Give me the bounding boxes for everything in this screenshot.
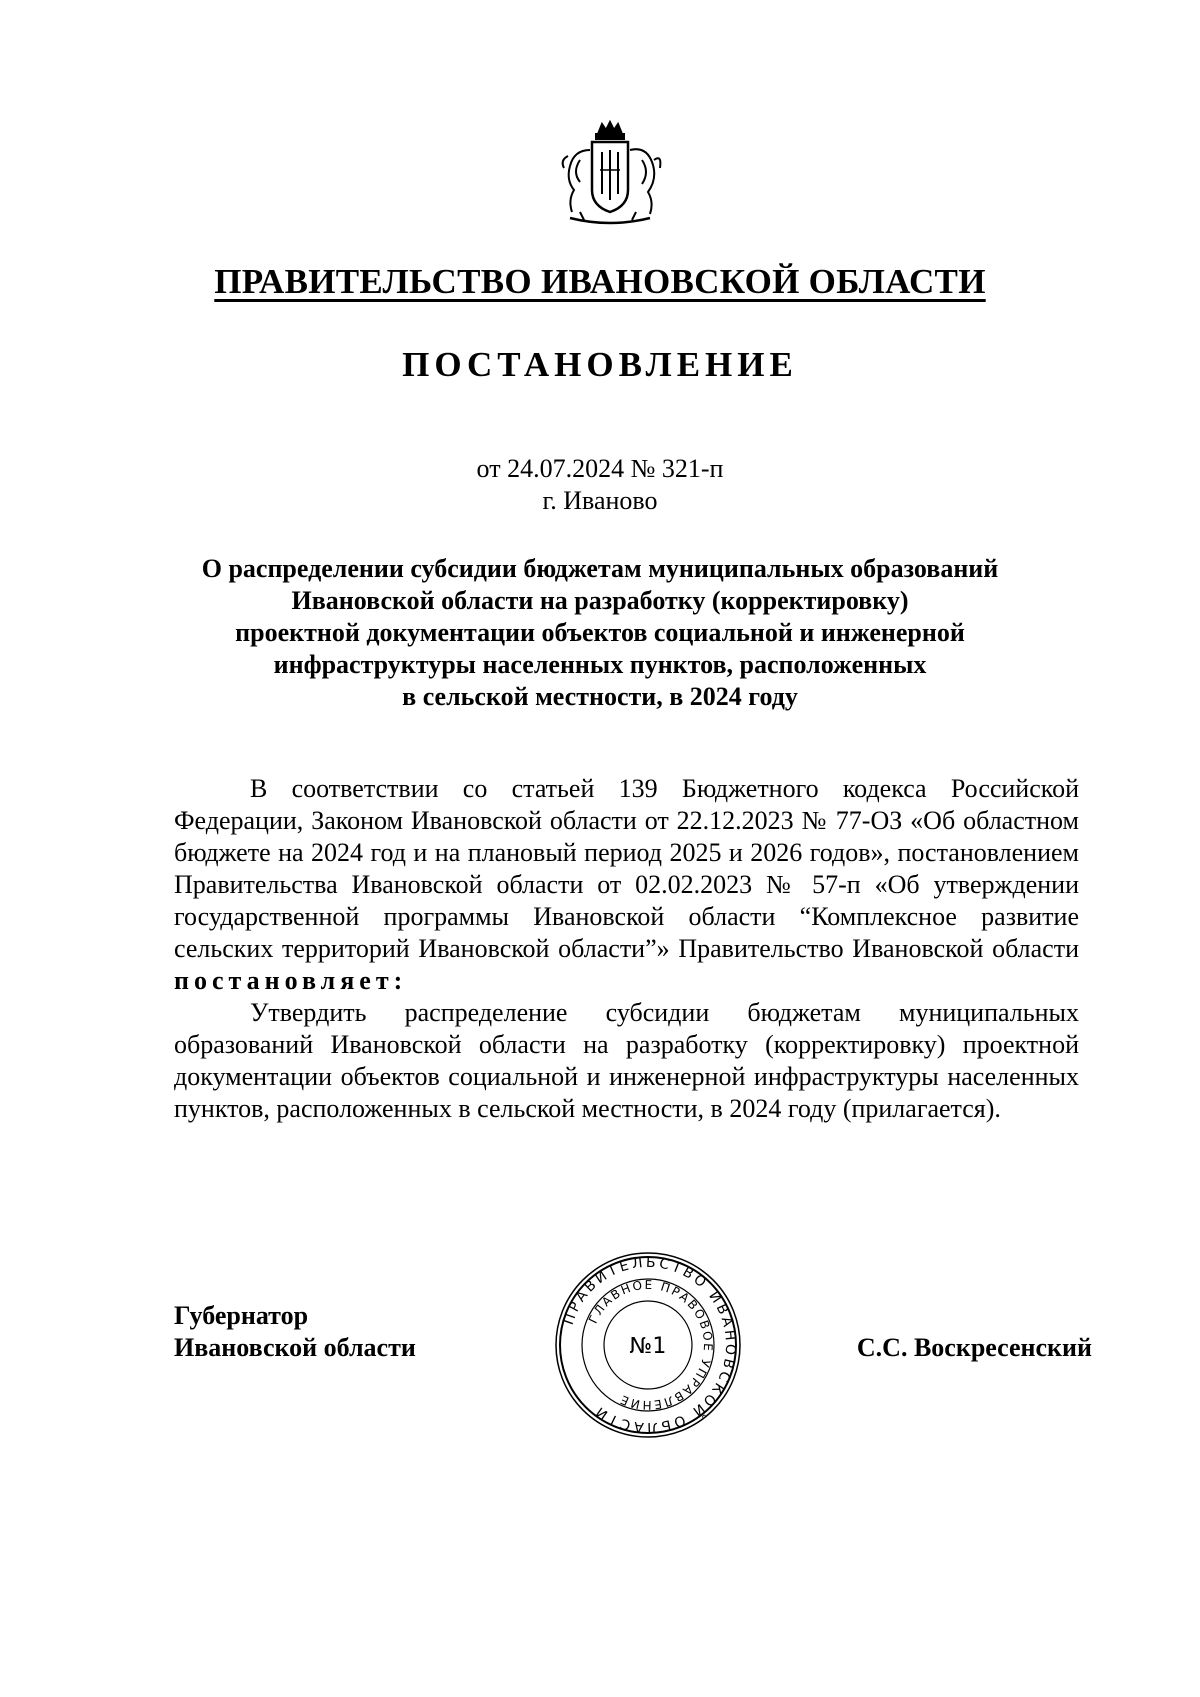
position-line: Ивановской области bbox=[174, 1333, 416, 1362]
subject-line: в сельской местности, в 2024 году bbox=[402, 682, 798, 711]
subject-line: проектной документации объектов социальной и инженерной bbox=[235, 618, 965, 647]
body-paragraph bbox=[174, 773, 1079, 997]
subject-line: Ивановской области на разработку (корректировку) bbox=[291, 586, 909, 615]
city: г. Иваново bbox=[542, 486, 658, 515]
organization-title bbox=[0, 262, 1200, 302]
document-subject bbox=[120, 553, 1080, 713]
resolves-keyword: постановляет: bbox=[174, 966, 408, 995]
stamp-number: №1 bbox=[629, 1334, 667, 1359]
document-type: ПОСТАНОВЛЕНИЕ bbox=[402, 345, 798, 384]
body-paragraph: Утвердить распределение субсидии бюджетам муниципальных образований Ивановской области на разработку (корректировку) проектной документации объектов социальной и инженерной инфраструктуры населенных пунктов, расположенных в сельской местности, в 2024 году (прилагается). bbox=[174, 998, 1079, 1123]
position-line: Губернатор bbox=[174, 1301, 309, 1330]
organization-title-text: ПРАВИТЕЛЬСТВО ИВАНОВСКОЙ ОБЛАСТИ bbox=[214, 262, 986, 301]
stamp-inner-text: ГЛАВНОЕ ПРАВОВОЕ УПРАВЛЕНИЕ bbox=[585, 1277, 716, 1413]
preamble-text: В соответствии со статьей 139 Бюджетного кодекса Российской Федерации, Законом Ивановской области от 22.12.2023 № 77-ОЗ «Об областном бюджете на 2024 год и на плановый период 2025 и 2026 годов», постановлением Правительства Ивановской области от 02.02.2023 № 57-п «Об утверждении государственной программы Ивановской области “Комплексное развитие сельских территорий Ивановской области”» Правительство Ивановской области bbox=[174, 774, 1079, 963]
subject-line: О распределении субсидии бюджетам муниципальных образований bbox=[201, 554, 999, 583]
signatory-position bbox=[174, 1300, 416, 1364]
ivanovo-coat-of-arms-icon bbox=[550, 120, 670, 232]
date-and-place bbox=[0, 453, 1200, 517]
subject-line: инфраструктуры населенных пунктов, расположенных bbox=[273, 650, 927, 679]
signatory-name: С.С. Воскресенский bbox=[856, 1333, 1092, 1362]
stamp-outer-text: ПРАВИТЕЛЬСТВО ИВАНОВСКОЙ ОБЛАСТИ bbox=[560, 1254, 739, 1436]
document-body bbox=[174, 773, 1079, 1125]
official-stamp-icon bbox=[553, 1250, 743, 1440]
date-number: от 24.07.2024 № 321-п bbox=[476, 454, 724, 483]
